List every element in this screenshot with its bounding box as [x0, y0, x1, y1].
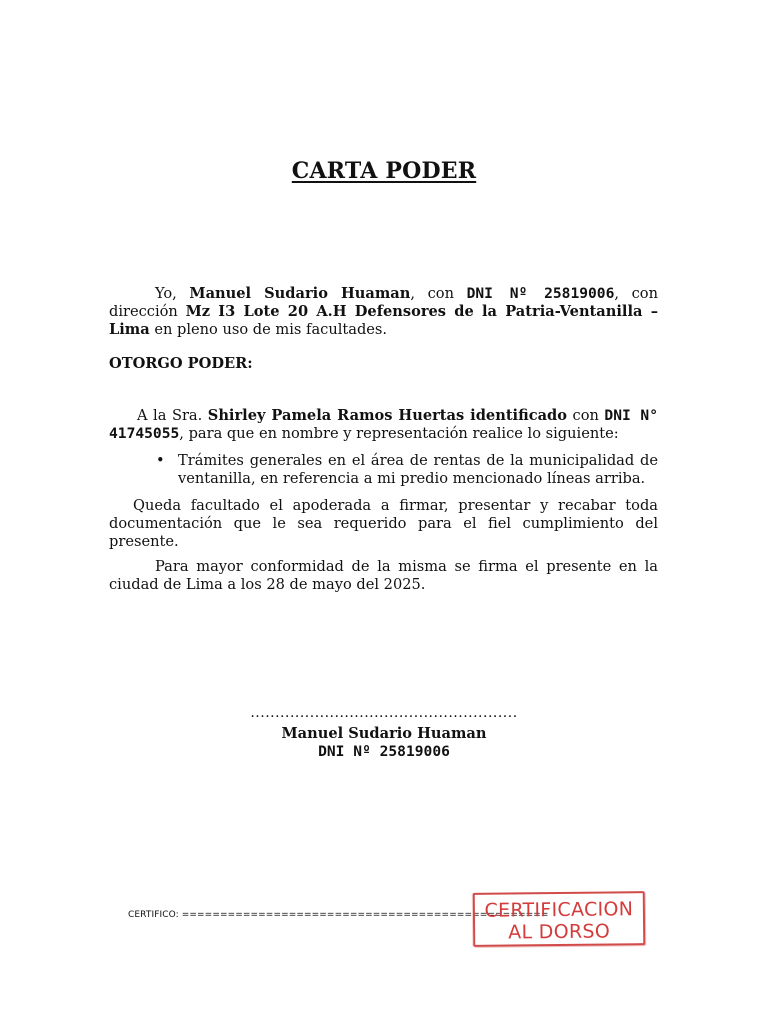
- signer-name: Manuel Sudario Huaman: [281, 725, 487, 742]
- certifico-line: CERTIFICO: ================================================: [128, 910, 549, 920]
- signer-dni: DNI Nº 25819006: [318, 743, 450, 760]
- intro-text-1: Yo,: [155, 285, 190, 302]
- grantor-name: Manuel Sudario Huaman: [189, 285, 411, 302]
- grantee-paragraph: [109, 407, 658, 443]
- intro-text-3: , con dirección: [109, 285, 658, 320]
- grantee-text-1: A la Sra.: [137, 407, 208, 424]
- closing-paragraph: Para mayor conformidad de la misma se firma el presente en la ciudad de Lima a los 28 de mayo del 2025.: [109, 558, 658, 593]
- grantee-dni-number: 41745055: [109, 425, 180, 442]
- intro-text-2: , con: [410, 285, 467, 302]
- grantee-text-3: , para que en nombre y representación realice lo siguiente:: [179, 425, 619, 442]
- intro-text-4: en pleno uso de mis facultades.: [149, 321, 388, 338]
- grantor-address: Mz I3 Lote 20 A.H Defensores de la Patria-Ventanilla – Lima: [109, 303, 658, 338]
- signature-block: [0, 725, 768, 761]
- section-heading: OTORGO PODER:: [109, 355, 253, 372]
- task-list: [156, 452, 658, 488]
- certification-stamp: [473, 891, 646, 947]
- grantor-dni: DNI Nº 25819006: [466, 285, 615, 302]
- stamp-line-1: CERTIFICACION: [484, 898, 634, 922]
- list-item: • Trámites generales en el área de rentas de la municipalidad de ventanilla, en referencia a mi predio mencionado líneas arriba.: [156, 452, 658, 488]
- signature-line: ......................................................: [250, 705, 518, 721]
- grantee-name: Shirley Pamela Ramos Huertas identificado: [207, 407, 567, 424]
- intro-paragraph: [109, 285, 658, 339]
- grantee-text-2: con: [567, 407, 605, 424]
- faculties-paragraph: Queda facultado el apoderada a firmar, presentar y recabar toda documentación que le sea requerido para el fiel cumplimiento del presente.: [109, 497, 658, 550]
- stamp-line-2: AL DORSO: [508, 920, 611, 944]
- grantee-dni-label: DNI N°: [604, 407, 659, 424]
- document-title: CARTA PODER: [291, 158, 477, 184]
